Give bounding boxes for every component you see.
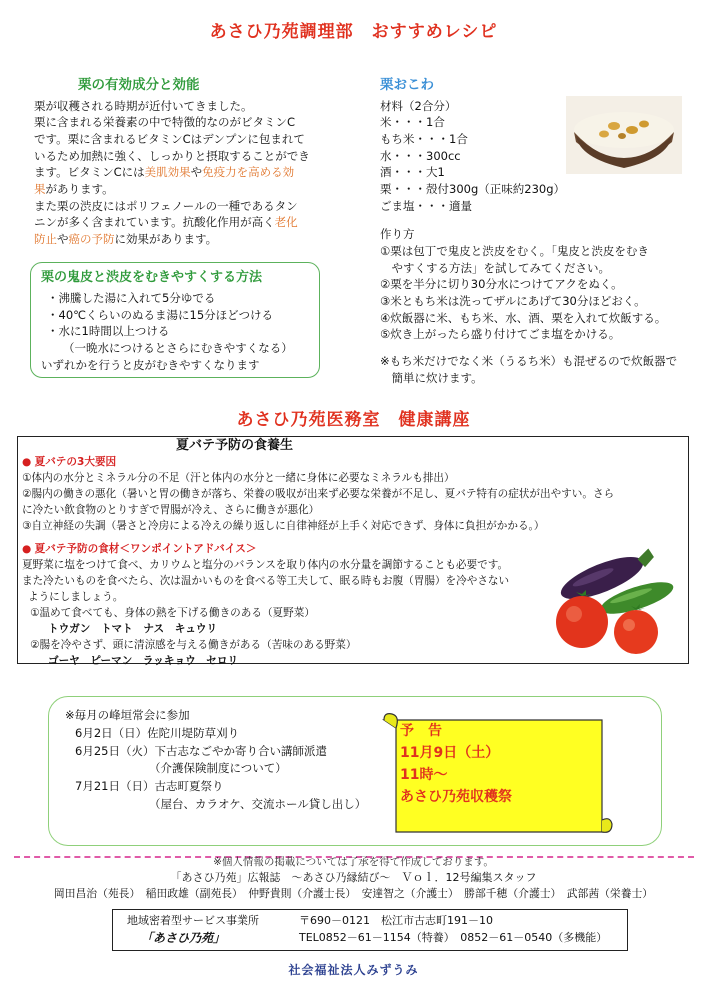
benefits-text: ます。ビタミンCには [34, 165, 145, 180]
editorial-staff: 岡田昌治（苑長） 稲田政雄（副苑長） 仲野貴則（介護士長） 安達智之（介護士） 勝部千穂（介護士） 武部茜（栄養士） [53, 887, 654, 900]
bitter-veg-items: ゴーヤ ピーマン ラッキョウ セロリ [48, 654, 239, 667]
notice-label: 予 告 [400, 723, 442, 739]
chestnut-benefits [34, 76, 334, 248]
peeling-method-box [30, 262, 320, 378]
facility-name: 「あさひ乃苑」 [141, 931, 226, 945]
benefits-text: いるため加熱に強く、しっかりと摂取することができ [34, 148, 310, 163]
highlight-aging-end: 防止 [34, 231, 57, 246]
causes-heading-line [22, 455, 686, 471]
ingredient: 酒・・・大1 [380, 165, 445, 180]
highlight-immunity-end: 果 [34, 181, 46, 196]
notice-event: あさひ乃苑収穫祭 [400, 789, 512, 806]
summer-veg-label: ①温めて食べても、身体の熱を下げる働きのある（夏野菜） [30, 607, 315, 620]
facility-tel: TEL0852－61－1154（特養） 0852－61－0540（多機能） [299, 931, 608, 944]
event-item: 6月2日（日）佐陀川堤防草刈り [75, 725, 240, 740]
event-item: （屋台、カラオケ、交流ホール貸し出し） [149, 797, 367, 812]
method-step: ①栗は包丁で鬼皮と渋皮をむく。「鬼皮と渋皮をむき [380, 243, 649, 258]
benefits-line [34, 164, 334, 181]
highlight-immunity: 免疫力を高める効 [202, 165, 295, 180]
peeling-item: ・沸騰した湯に入れて5分ゆでる [47, 290, 216, 305]
facility-info-box [112, 909, 628, 951]
method-step: やすくする方法」を試してみてください。 [380, 260, 610, 275]
benefits-text: に効果があります。 [114, 231, 218, 246]
events-list [65, 707, 385, 814]
benefits-line [34, 181, 334, 198]
highlight-beauty: 美肌効果 [144, 165, 191, 180]
benefits-text: また栗の渋皮にはポリフェノールの一種であるタン [34, 198, 298, 213]
vegetables-image [542, 538, 680, 658]
bullet-icon: ● [22, 543, 32, 556]
event-item: 6月25日（火）下古志なごやか寄り合い講師派遣 [75, 743, 327, 758]
recipe-note: 簡単に炊けます。 [380, 370, 483, 385]
peeling-heading: 栗の鬼皮と渋皮をむきやすくする方法 [41, 270, 263, 285]
benefits-line [34, 231, 334, 248]
benefits-text: 栗が収穫される時期が近付いてきました。 [34, 98, 253, 113]
peeling-item: （一晩水につけるとさらにむきやすくなる） [63, 340, 293, 355]
organization-name: 社会福祉法人みずうみ [288, 963, 419, 977]
benefits-text: ニンが多く含まれています。抗酸化作用が高く [34, 215, 275, 230]
highlight-cancer: 癌の予防 [68, 231, 115, 246]
method-step: ⑤炊き上がったら盛り付けてごま塩をかける。 [380, 327, 621, 342]
recipe-note: ※もち米だけでなく米（うるち米）も混ぜるので炊飯器で [380, 353, 678, 368]
benefits-line [34, 214, 334, 231]
ingredient: 米・・・1合 [380, 115, 445, 130]
privacy-note: ※個人情報の掲載については了承を得て作成しております。 [213, 856, 494, 868]
facility-type: 地域密着型サービス事業所 [127, 914, 259, 927]
peeling-item: ・40℃くらいのぬるま湯に15分ほどつける [47, 307, 273, 322]
benefits-text: 栗に含まれる栄養素の中で特徴的なのがビタミンC [34, 115, 296, 130]
benefits-text: です。栗に含まれるビタミンCはデンプンに包まれて [34, 131, 305, 146]
event-item: （介護保険制度について） [149, 761, 287, 776]
method-step: ②栗を半分に切り30分水につけてアクをぬく。 [380, 277, 623, 292]
notice-time: 11時～ [400, 767, 448, 784]
ingredient: 水・・・300cc [380, 148, 461, 163]
benefits-text: や [190, 165, 203, 180]
method-step: ④炊飯器に米、もち米、水、酒、栗を入れて炊飯する。 [380, 310, 667, 325]
benefits-heading: 栗の有効成分と効能 [78, 77, 200, 93]
cause-item: ②腸内の働きの悪化（暑いと胃の働きが落ち、栄養の吸収が出来ず必要な栄養が不足し、夏バテ特有の症状が出やすい。さら [22, 487, 615, 500]
cause-item: に冷たい飲食物のとりすぎで胃腸が冷え、さらに働きが悪化） [22, 503, 320, 516]
bitter-veg-label: ②腸を冷やさず、頭に清涼感を与える働きがある（苦味のある野菜） [30, 638, 357, 651]
peeling-conclusion: いずれかを行うと皮がむきやすくなります [41, 357, 260, 372]
highlight-aging: 老化 [274, 215, 298, 230]
ingredients-label: 材料（2合分） [380, 98, 457, 113]
facility-address: 〒690－0121 松江市古志町191－10 [299, 914, 493, 927]
foods-text: 夏野菜に塩をつけて食べ、カリウムと塩分のバランスを取り体内の水分量を調節することも必要です。 [22, 559, 509, 572]
cause-item: ①体内の水分とミネラル分の不足（汗と体内の水分と一緒に身体に必要なミネラルも排出） [22, 471, 455, 484]
foods-text: また冷たいものを食べたら、次は温かいものを食べる等工夫して、眠る時もお腹（胃腸）を冷やさない [22, 575, 510, 588]
benefits-text: や [57, 231, 69, 246]
summer-veg-items: トウガン トマト ナス キュウリ [48, 622, 218, 635]
health-heading: 夏バテ予防の食養生 [176, 438, 294, 453]
peeling-item: ・水に1時間以上つける [47, 324, 170, 339]
events-heading: ※毎月の峰垣常会に参加 [65, 708, 190, 722]
ingredient: ごま塩・・・適量 [380, 198, 472, 213]
okowa-bowl-image [566, 96, 682, 174]
causes-heading: 夏バテの3大要因 [34, 456, 117, 468]
event-item: 7月21日（日）古志町夏祭り [75, 779, 224, 794]
recipe-title: 栗おこわ [380, 77, 434, 93]
notice-date: 11月9日（土） [400, 745, 500, 762]
ingredient: 栗・・・殻付300g（正味約230g） [380, 181, 565, 196]
method-step: ③米ともち米は洗ってザルにあげて30分ほどおく。 [380, 293, 646, 308]
notice-text [400, 720, 600, 808]
method-label: 作り方 [380, 227, 415, 242]
benefits-text: があります。 [45, 181, 114, 196]
cause-item: ③自立神経の失調（暑さと冷房による冷えの繰り返しに自律神経が上手く対応できず、身体に負担がかかる。） [22, 519, 545, 532]
recipe-section-title: あさひ乃苑調理部 おすすめレシピ [209, 22, 498, 42]
magazine-credit: 「あさひ乃苑」広報誌 ～あさひ乃縁結び～ Ｖｏｌ．12号編集スタッフ [170, 871, 537, 884]
foods-text: ようにしましょう。 [28, 591, 124, 604]
bullet-icon: ● [22, 456, 32, 468]
foods-heading: 夏バテ予防の食材＜ワンポイントアドバイス＞ [34, 543, 257, 556]
ingredient: もち米・・・1合 [380, 131, 468, 146]
health-section-title: あさひ乃苑医務室 健康講座 [236, 410, 471, 430]
